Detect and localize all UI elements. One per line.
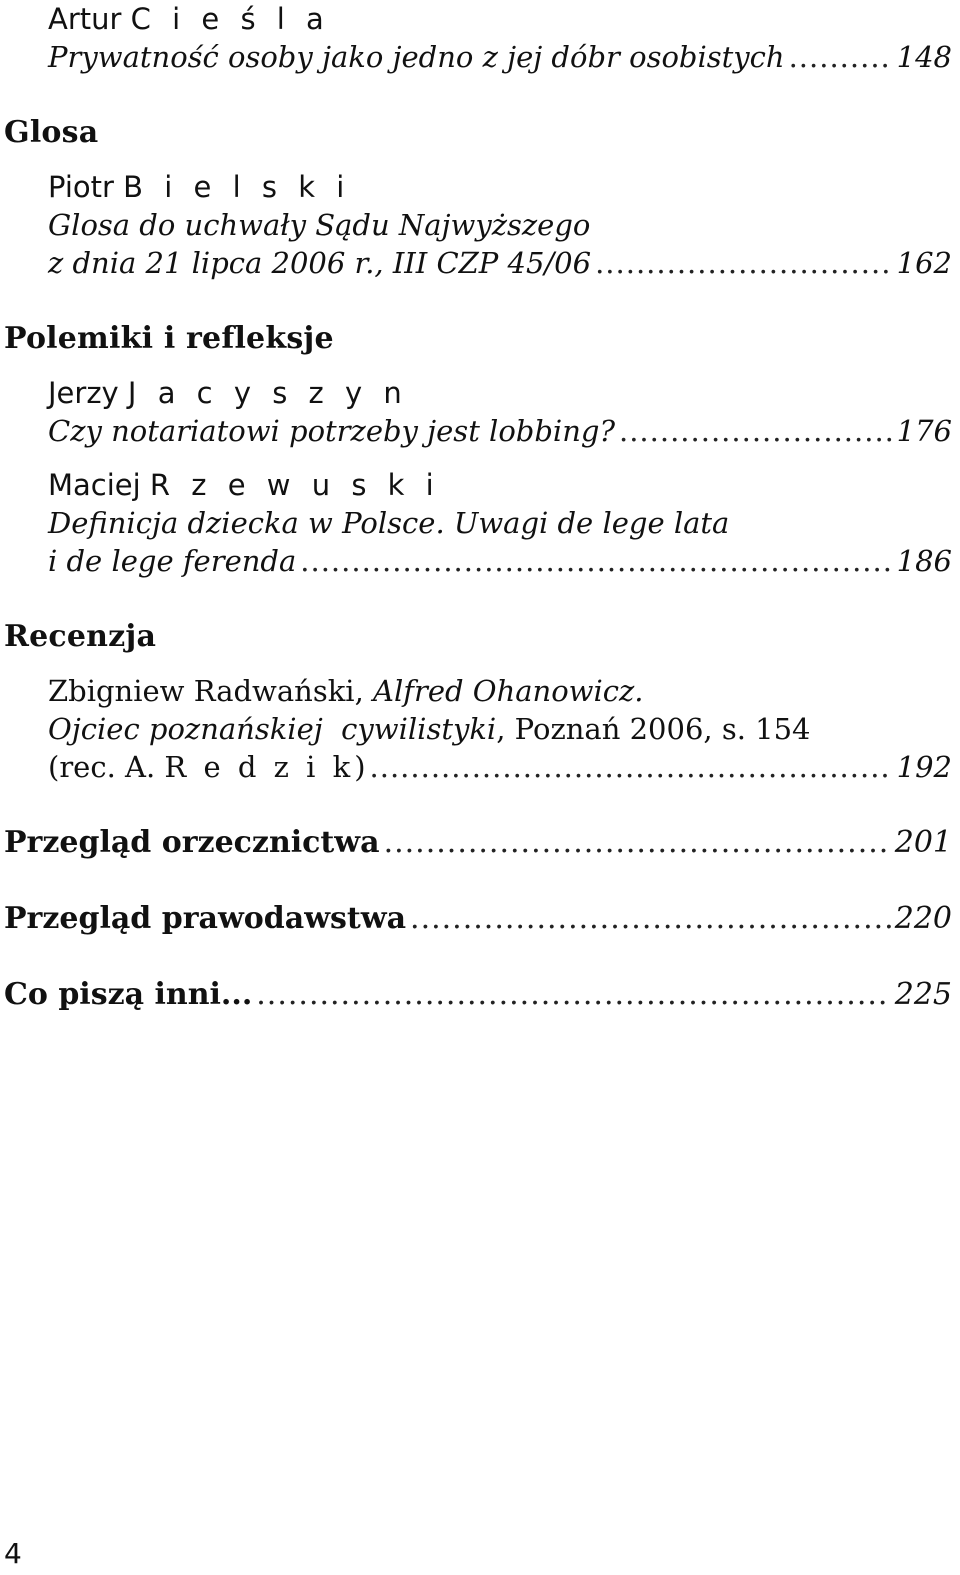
page-number: 162 <box>896 246 952 280</box>
entry-title-line <box>48 244 952 282</box>
toc-entry-jacyszyn[interactable] <box>0 374 960 450</box>
review-book-author: Alfred Ohanowicz. <box>373 674 644 708</box>
section-heading-polemiki: Polemiki i refleksje <box>4 321 334 356</box>
author-first-name: Artur <box>48 2 122 36</box>
review-publication-info: , Poznań 2006, s. 154 <box>496 712 811 746</box>
dot-leader <box>595 244 893 282</box>
review-author: Zbigniew Radwański, <box>48 674 374 708</box>
reviewer-suffix: ) <box>354 750 366 784</box>
section-heading-recenzja: Recenzja <box>4 619 157 654</box>
toc-entry-recenzja[interactable] <box>0 672 960 786</box>
page-footer-number: 4 <box>4 1537 22 1570</box>
page-number: 225 <box>894 977 952 1012</box>
author-surname: R z e w u s k i <box>149 468 440 502</box>
entry-author <box>48 168 952 206</box>
dot-leader <box>384 824 891 862</box>
reviewer-surname: R e d z i k <box>164 750 355 784</box>
toc-entry-rzewuski[interactable] <box>0 466 960 580</box>
entry-title-line <box>48 412 952 450</box>
entry-title-continued: z dnia 21 lipca 2006 r., III CZP 45/06 <box>48 246 592 280</box>
section-heading-orzecznictwo: Przegląd orzecznictwa <box>4 825 380 860</box>
dot-leader <box>300 542 892 580</box>
reviewer-prefix: (rec. A. <box>48 750 165 784</box>
page-number: 186 <box>896 544 952 578</box>
page-number: 220 <box>894 901 952 936</box>
review-reviewer <box>48 748 366 786</box>
section-heading-inni: Co piszą inni... <box>4 977 253 1012</box>
author-first-name: Piotr <box>48 170 114 204</box>
review-line-1 <box>48 672 952 710</box>
author-surname: J a c y s z y n <box>127 376 408 410</box>
entry-author <box>48 0 952 38</box>
entry-title: Prywatność osoby jako jedno z jej dóbr osobistych <box>48 40 785 74</box>
toc-entry-cieslak[interactable] <box>0 0 960 76</box>
entry-title-line <box>48 748 952 786</box>
section-heading-glosa: Glosa <box>4 115 99 150</box>
dot-leader <box>619 412 893 450</box>
entry-title-line <box>48 38 952 76</box>
review-line-2 <box>48 710 952 748</box>
author-first-name: Maciej <box>48 468 141 502</box>
dot-leader <box>256 976 890 1014</box>
author-surname: C i e ś l a <box>130 2 330 36</box>
page-number: 201 <box>894 825 952 860</box>
entry-title: Czy notariatowi potrzeby jest lobbing? <box>48 414 615 448</box>
entry-title-line <box>48 542 952 580</box>
dot-leader <box>370 748 893 786</box>
entry-author <box>48 374 952 412</box>
review-book-title: Ojciec poznańskiej cywilistyki <box>48 712 497 746</box>
dot-leader <box>410 900 891 938</box>
toc-entry-orzecznictwo[interactable] <box>0 824 960 862</box>
page-number: 192 <box>896 750 952 784</box>
entry-title: Definicja dziecka w Polsce. Uwagi de lege lata <box>48 506 730 540</box>
toc-entry-inni[interactable] <box>0 976 960 1014</box>
entry-author <box>48 466 952 504</box>
page-number: 148 <box>896 40 952 74</box>
author-surname: B i e l s k i <box>123 170 351 204</box>
entry-title: Glosa do uchwały Sądu Najwyższego <box>48 208 591 242</box>
section-heading-prawodawstwo: Przegląd prawodawstwa <box>4 901 407 936</box>
entry-title-continued: i de lege ferenda <box>48 544 297 578</box>
author-first-name: Jerzy <box>48 376 119 410</box>
toc-entry-bielski[interactable] <box>0 168 960 282</box>
dot-leader <box>789 38 893 76</box>
page-number: 176 <box>896 414 952 448</box>
toc-entry-prawodawstwo[interactable] <box>0 900 960 938</box>
